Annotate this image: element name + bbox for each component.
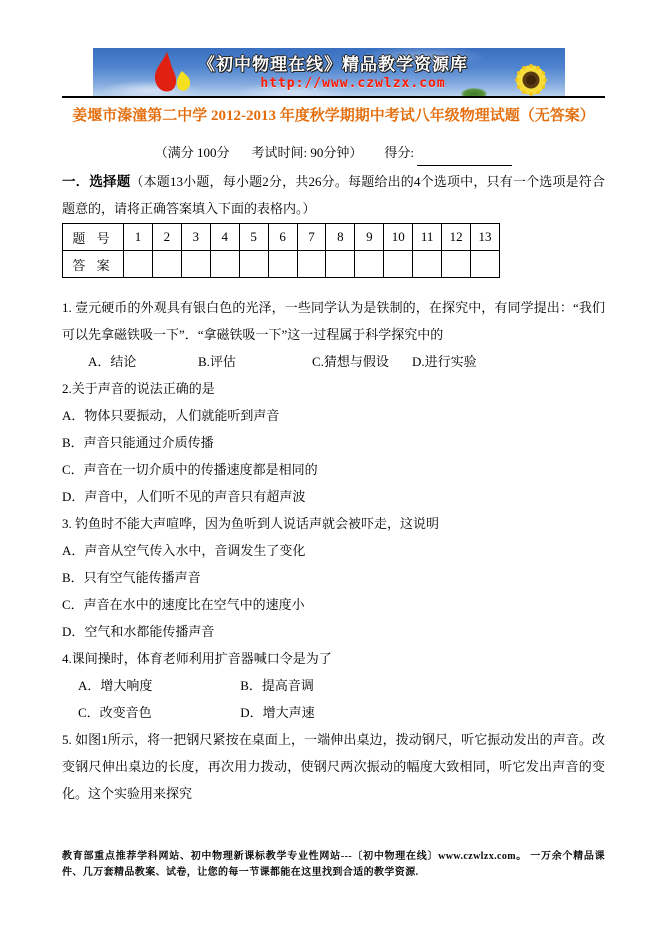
question-number-cell: 8 [326, 224, 355, 251]
site-url: http://www.czwlzx.com [260, 76, 446, 91]
question-number-cell: 13 [471, 224, 500, 251]
option-d: D．增大声速 [240, 705, 315, 720]
row-header-question-number: 题 号 [63, 224, 124, 251]
option-a: A．物体只要振动，人们就能听到声音 [62, 408, 280, 423]
option-b: B．声音只能通过介质传播 [62, 435, 214, 450]
question-3-text: 3. 钓鱼时不能大声喧哗，因为鱼听到人说话声就会被吓走，这说明 [62, 516, 440, 531]
option-c: C．声音在一切介质中的传播速度都是相同的 [62, 462, 318, 477]
answer-cell[interactable] [326, 251, 355, 278]
option-c: C．声音在水中的速度比在空气中的速度小 [62, 597, 305, 612]
question-number-cell: 3 [181, 224, 210, 251]
score-blank-line [417, 150, 512, 166]
answer-cell[interactable] [297, 251, 326, 278]
question-number-cell: 4 [210, 224, 239, 251]
answer-cell[interactable] [210, 251, 239, 278]
full-marks-label: （满分 100分 [154, 145, 230, 160]
option-a: A．结论 [88, 354, 137, 369]
question-4-text: 4.课间操时，体育老师利用扩音器喊口令是为了 [62, 651, 332, 666]
question-number-cell: 9 [355, 224, 384, 251]
table-row-numbers [63, 224, 500, 251]
answer-cell[interactable] [442, 251, 471, 278]
footer-promo-text: 教育部重点推荐学科网站、初中物理新课标教学专业性网站---〔初中物理在线〕www.czwlzx.com。 一万余个精品课件、几万套精品教案、试卷，让您的每一节课都能在这里找到合适的教学资源. [62, 851, 605, 878]
exam-title: 姜堰市溱潼第二中学 2012-2013 年度秋学期期中考试八年级物理试题（无答案） [72, 108, 595, 124]
question-number-cell: 6 [268, 224, 297, 251]
row-header-answer: 答 案 [63, 251, 124, 278]
option-d: D．空气和水都能传播声音 [62, 624, 215, 639]
option-b: B．只有空气能传播声音 [62, 570, 201, 585]
exam-time-label: 考试时间: 90分钟） [251, 145, 363, 160]
option-a: A．增大响度 [78, 678, 153, 693]
option-b: B．提高音调 [240, 678, 314, 693]
option-b: B.评估 [198, 354, 236, 369]
answer-cell[interactable] [384, 251, 413, 278]
question-5-text: 5. 如图1所示，将一把钢尺紧按在桌面上，一端伸出桌边，拨动钢尺，听它振动发出的声音。改变钢尺伸出桌边的长度，再次用力拨动，使钢尺两次振动的幅度大致相同，听它发出声音的变化。这个实验用来探究 [62, 732, 605, 801]
site-banner [93, 48, 565, 96]
option-d: D.进行实验 [412, 354, 477, 369]
sunflower-icon [499, 48, 563, 96]
grass-decoration [461, 88, 487, 96]
answer-cell[interactable] [239, 251, 268, 278]
question-2-text: 2.关于声音的说法正确的是 [62, 381, 215, 396]
answer-cell[interactable] [152, 251, 181, 278]
question-4-options-row-2 [62, 699, 605, 726]
option-c: C．改变音色 [78, 705, 152, 720]
question-number-cell: 5 [239, 224, 268, 251]
answer-cell[interactable] [268, 251, 297, 278]
question-number-cell: 2 [152, 224, 181, 251]
answer-cell[interactable] [471, 251, 500, 278]
answer-cell[interactable] [413, 251, 442, 278]
question-number-cell: 7 [297, 224, 326, 251]
answer-cell[interactable] [181, 251, 210, 278]
question-number-cell: 11 [413, 224, 442, 251]
question-number-cell: 1 [124, 224, 153, 251]
section-heading-number: 一．选择题 [62, 174, 131, 189]
document-content [62, 101, 605, 807]
header-divider [62, 96, 605, 98]
site-title: 《初中物理在线》精品教学资源库 [198, 55, 468, 74]
section-heading-instructions: （本题13小题，每小题2分，共26分。每题给出的4个选项中，只有一个选项是符合题意的，请将正确答案填入下面的表格内。） [62, 174, 605, 216]
question-1-options [62, 348, 605, 375]
question-1-text: 1. 壹元硬币的外观具有银白色的光泽，一些同学认为是铁制的，在探究中，有同学提出：“我们可以先拿磁铁吸一下”．“拿磁铁吸一下”这一过程属于科学探究中的 [62, 300, 605, 342]
answer-cell[interactable] [124, 251, 153, 278]
score-label: 得分: [384, 145, 414, 160]
section-heading [62, 168, 605, 222]
answer-table [62, 223, 500, 278]
score-line [62, 139, 605, 166]
option-a: A．声音从空气传入水中，音调发生了变化 [62, 543, 306, 558]
banner-text [193, 50, 473, 91]
option-c: C.猜想与假设 [312, 354, 389, 369]
question-number-cell: 10 [384, 224, 413, 251]
question-number-cell: 12 [442, 224, 471, 251]
answer-cell[interactable] [355, 251, 384, 278]
table-row-answers [63, 251, 500, 278]
question-4-options-row-1 [62, 672, 605, 699]
option-d: D．声音中，人们听不见的声音只有超声波 [62, 489, 306, 504]
